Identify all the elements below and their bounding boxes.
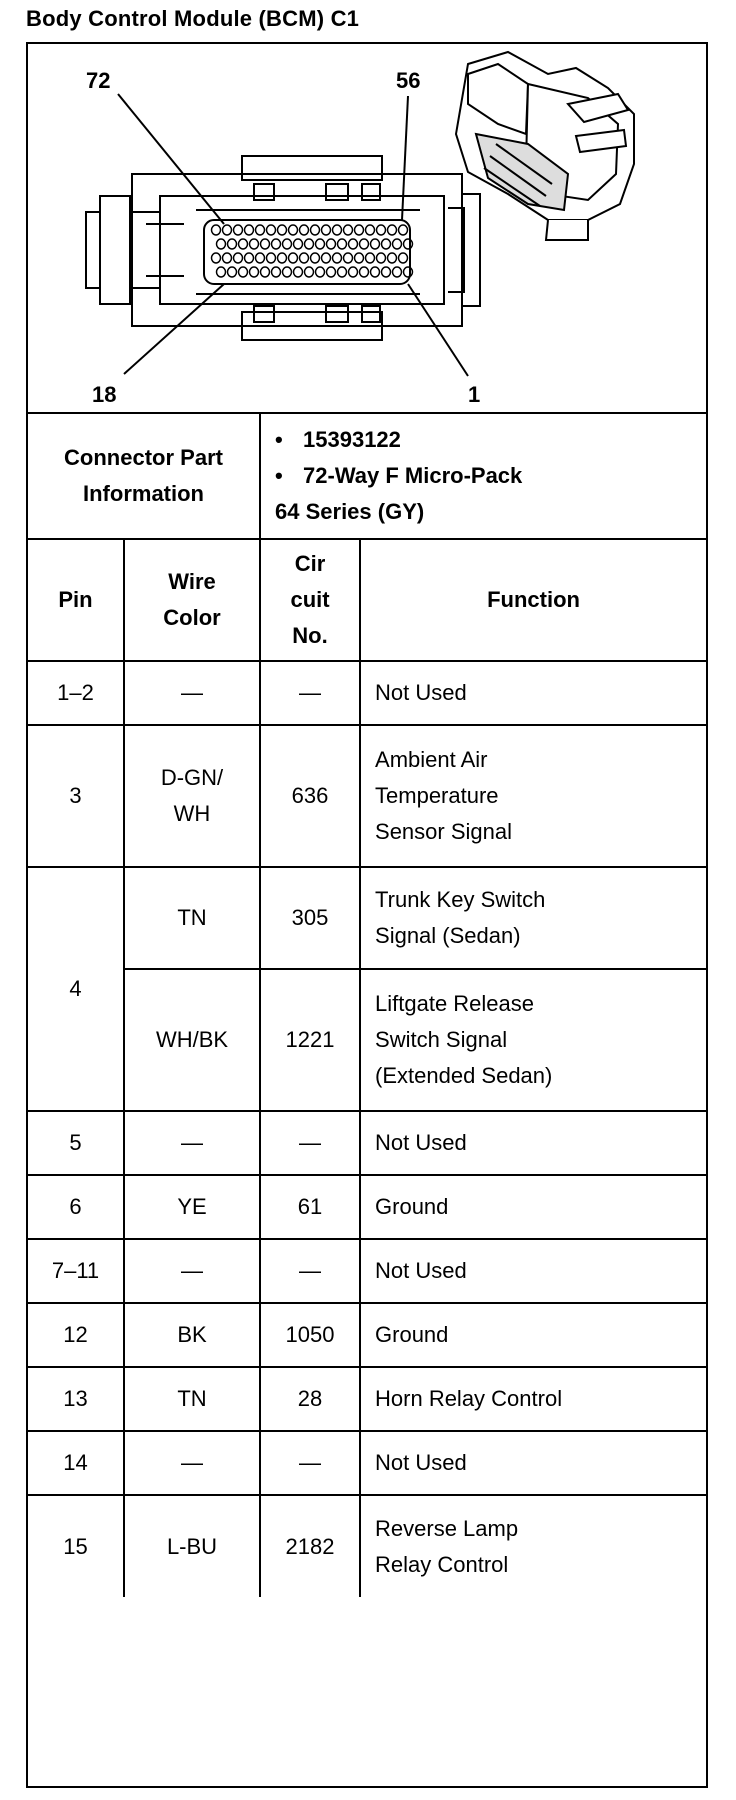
function-cell: Ground <box>360 1303 706 1367</box>
pin-cavity <box>388 253 397 263</box>
pin-cavity <box>300 225 309 235</box>
wire-color-cell: — <box>124 661 260 725</box>
pin-cavity <box>349 267 358 277</box>
function-cell: Horn Relay Control <box>360 1367 706 1431</box>
connector-info-row <box>28 413 706 539</box>
pin-cavity <box>267 225 276 235</box>
function-cell: Not Used <box>360 1111 706 1175</box>
circuit-cell: 305 <box>260 867 360 969</box>
pin-cavity <box>355 225 364 235</box>
pin-cavity <box>294 267 303 277</box>
pin-cavity <box>327 267 336 277</box>
part-number: 15393122 <box>303 427 401 452</box>
pin-row <box>28 661 706 725</box>
function-cell: Not Used <box>360 1431 706 1495</box>
pin-cavity <box>234 225 243 235</box>
pin-cavity <box>305 267 314 277</box>
pin-cavity <box>228 239 237 249</box>
circuit-cell: — <box>260 1431 360 1495</box>
pin-cavity <box>228 267 237 277</box>
pin-cavity <box>399 225 408 235</box>
pin-row <box>28 1239 706 1303</box>
pin-cavity <box>239 239 248 249</box>
header-pin: Pin <box>28 539 124 661</box>
pin-label-72: 72 <box>86 68 111 93</box>
pin-label-1: 1 <box>468 382 481 407</box>
pin-cavity <box>327 239 336 249</box>
wire-color-cell: YE <box>124 1175 260 1239</box>
connector-sheet <box>26 42 708 1788</box>
function-cell: Liftgate Release Switch Signal (Extended Sedan) <box>360 969 706 1111</box>
pin-cavity <box>338 267 347 277</box>
wire-color-cell: TN <box>124 1367 260 1431</box>
pin-cavity <box>333 253 342 263</box>
header-wire-color: Wire Color <box>124 539 260 661</box>
pin-cavity <box>311 253 320 263</box>
pin-cavity <box>366 225 375 235</box>
pin-cavity <box>212 253 221 263</box>
pin-label-18: 18 <box>92 382 117 407</box>
pin-cavity <box>261 239 270 249</box>
circuit-cell: 28 <box>260 1367 360 1431</box>
pin-cell: 7–11 <box>28 1239 124 1303</box>
pin-cell: 1–2 <box>28 661 124 725</box>
pin-cavity <box>393 239 402 249</box>
pin-cavity <box>388 225 397 235</box>
pin-cavity <box>245 225 254 235</box>
pin-row <box>28 867 706 969</box>
pin-cell: 12 <box>28 1303 124 1367</box>
pin-cavity <box>338 239 347 249</box>
circuit-cell: — <box>260 661 360 725</box>
pin-cavity <box>272 239 281 249</box>
function-cell: Reverse Lamp Relay Control <box>360 1495 706 1597</box>
pin-cell: 14 <box>28 1431 124 1495</box>
pin-cavity <box>355 253 364 263</box>
pin-cavity <box>344 253 353 263</box>
pin-row <box>28 1431 706 1495</box>
pin-cavity <box>399 253 408 263</box>
pin-cell: 5 <box>28 1111 124 1175</box>
function-cell: Ground <box>360 1175 706 1239</box>
pin-cavity <box>234 253 243 263</box>
pin-row <box>28 1175 706 1239</box>
pin-cavity <box>316 239 325 249</box>
pin-cavity <box>305 239 314 249</box>
connector-info-value: • 15393122 • 72-Way F Micro-Pack 64 Series (GY) <box>260 413 706 539</box>
function-cell: Not Used <box>360 1239 706 1303</box>
pinout-table <box>28 412 706 1597</box>
wire-color-cell: WH/BK <box>124 969 260 1111</box>
pin-cavity <box>294 239 303 249</box>
pin-row <box>28 1303 706 1367</box>
pin-row <box>28 725 706 867</box>
pin-cavity <box>322 253 331 263</box>
circuit-cell: — <box>260 1239 360 1303</box>
pin-cavity <box>223 253 232 263</box>
pin-cavity <box>250 267 259 277</box>
connector-description: 72-Way F Micro-Pack <box>303 463 523 488</box>
pin-cavity <box>300 253 309 263</box>
wire-color-cell: BK <box>124 1303 260 1367</box>
pin-cavity <box>311 225 320 235</box>
pin-cavity <box>360 239 369 249</box>
pin-row <box>28 1367 706 1431</box>
circuit-cell: 1050 <box>260 1303 360 1367</box>
circuit-cell: 61 <box>260 1175 360 1239</box>
function-cell: Ambient Air Temperature Sensor Signal <box>360 725 706 867</box>
pin-cell: 3 <box>28 725 124 867</box>
pin-cavity <box>283 267 292 277</box>
pin-cavity <box>393 267 402 277</box>
connector-3d-illustration <box>456 52 634 240</box>
pin-cavity <box>245 253 254 263</box>
header-function: Function <box>360 539 706 661</box>
pin-cavity <box>377 253 386 263</box>
pin-row <box>28 1111 706 1175</box>
pin-cell: 15 <box>28 1495 124 1597</box>
pin-cavity <box>223 225 232 235</box>
pin-cell: 6 <box>28 1175 124 1239</box>
pin-cavity <box>256 253 265 263</box>
pin-cavity <box>239 267 248 277</box>
pin-cavity <box>366 253 375 263</box>
pin-cavity <box>283 239 292 249</box>
circuit-cell: — <box>260 1111 360 1175</box>
header-circuit: Cir cuit No. <box>260 539 360 661</box>
wire-color-cell: TN <box>124 867 260 969</box>
connector-diagram <box>28 44 706 412</box>
pin-cavity <box>250 239 259 249</box>
pin-cavity <box>278 225 287 235</box>
page-title: Body Control Module (BCM) C1 <box>26 6 360 31</box>
wire-color-cell: D-GN/ WH <box>124 725 260 867</box>
pin-cavity <box>404 239 413 249</box>
pin-cavity <box>333 225 342 235</box>
header-row <box>28 539 706 661</box>
pin-cavity <box>278 253 287 263</box>
pin-cavity <box>349 239 358 249</box>
circuit-cell: 1221 <box>260 969 360 1111</box>
pin-cavity <box>371 239 380 249</box>
pin-cavity <box>256 225 265 235</box>
function-cell: Trunk Key Switch Signal (Sedan) <box>360 867 706 969</box>
pin-cavity <box>267 253 276 263</box>
circuit-cell: 636 <box>260 725 360 867</box>
pin-cavity <box>289 225 298 235</box>
pin-label-56: 56 <box>396 68 421 93</box>
pin-cavity <box>272 267 281 277</box>
pin-cavity <box>360 267 369 277</box>
pin-cavity <box>217 267 226 277</box>
pin-cell: 4 <box>28 867 124 1111</box>
pin-cavity <box>377 225 386 235</box>
pin-cavity <box>322 225 331 235</box>
pin-row <box>28 969 706 1111</box>
pin-cavity <box>382 267 391 277</box>
pin-cavity <box>382 239 391 249</box>
pin-cavity-grid <box>212 225 413 277</box>
pin-cavity <box>217 239 226 249</box>
pin-rows <box>28 661 706 1597</box>
pin-cavity <box>404 267 413 277</box>
function-cell: Not Used <box>360 661 706 725</box>
pin-cavity <box>289 253 298 263</box>
pin-cavity <box>316 267 325 277</box>
pin-cavity <box>344 225 353 235</box>
pin-cavity <box>261 267 270 277</box>
pin-cell: 13 <box>28 1367 124 1431</box>
wire-color-cell: — <box>124 1239 260 1303</box>
wire-color-cell: L-BU <box>124 1495 260 1597</box>
pin-cavity <box>212 225 221 235</box>
wire-color-cell: — <box>124 1431 260 1495</box>
circuit-cell: 2182 <box>260 1495 360 1597</box>
connector-series: 64 Series (GY) <box>275 499 425 524</box>
connector-front-view <box>86 156 480 340</box>
wire-color-cell: — <box>124 1111 260 1175</box>
pin-row <box>28 1495 706 1597</box>
connector-info-label: Connector Part Information <box>28 413 260 539</box>
pin-cavity <box>371 267 380 277</box>
